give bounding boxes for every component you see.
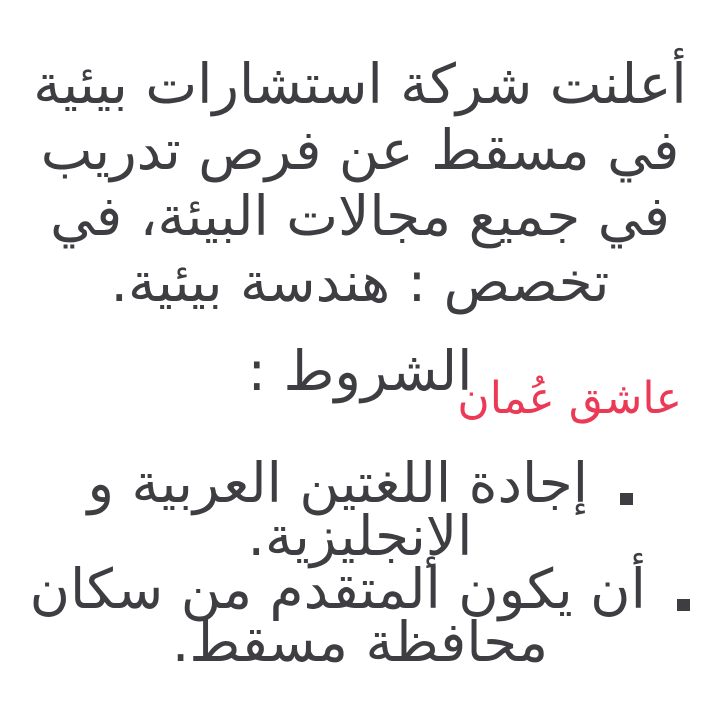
bullet-square-icon (620, 493, 633, 505)
conditions-list (0, 451, 720, 674)
condition-item-2-line-2: محافظة مسقط. (171, 610, 549, 674)
intro-line-2: في مسقط عن فرص تدريب (40, 118, 680, 182)
intro-line-1: أعلنت شركة استشارات بيئية (33, 52, 687, 116)
intro-line-3: في جميع مجالات البيئة، في (50, 184, 670, 248)
intro-line-4: تخصص : هندسة بيئية. (110, 250, 610, 314)
intro-paragraph (0, 51, 720, 315)
condition-item-1-line-1 (0, 451, 720, 515)
condition-item-2-text: أن يكون المتقدم من سكان (29, 557, 646, 621)
watermark-text: عاشق عُمان (457, 373, 682, 424)
condition-item-1-line-2: الإنجليزية. (247, 504, 473, 568)
condition-item-1-text: إجادة اللغتين العربية و (87, 451, 589, 515)
condition-item-2-line-1 (0, 557, 720, 621)
bullet-square-icon (677, 599, 690, 611)
conditions-heading: الشروط : (247, 339, 473, 403)
